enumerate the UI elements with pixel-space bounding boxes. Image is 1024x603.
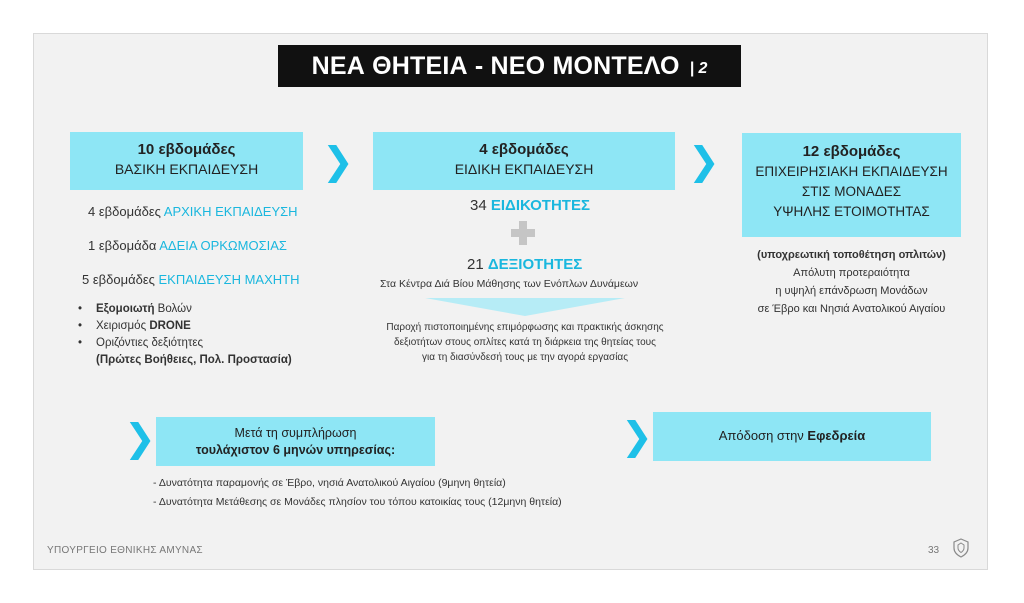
reserve-box-pre: Απόδοση στην (718, 428, 808, 443)
priority-line: σε Έβρο και Νησιά Ανατολικού Αιγαίου (757, 303, 946, 315)
description-line: Παροχή πιστοποιημένης επιμόρφωσης και πρακτικής άσκησης (386, 322, 664, 333)
list-item: • Χειρισμός DRONE (78, 320, 191, 332)
basic-row-2-label: ΑΔΕΙΑ ΟΡΚΩΜΟΣΙΑΣ (159, 238, 287, 253)
after-box-line-2: τουλάχιστον 6 μηνών υπηρεσίας: (195, 443, 396, 457)
bullet-note: (Πρώτες Βοήθειες, Πολ. Προστασία) (96, 354, 292, 366)
bullet-2-pre: Χειρισμός (96, 320, 150, 332)
title-page-indicator: | 2 (689, 59, 708, 77)
operational-box-line-2: ΣΤΙΣ ΜΟΝΑΔΕΣ (801, 184, 902, 199)
slide-title (278, 45, 741, 87)
specialties-count: 34 (470, 197, 487, 214)
bullet-3-text: Οριζόντιες δεξιότητες (96, 337, 204, 349)
specialties-label: ΕΙΔΙΚΟΤΗΤΕΣ (490, 197, 590, 214)
footer-ministry: ΥΠΟΥΡΓΕΙΟ ΕΘΝΙΚΗΣ ΑΜΥΝΑΣ (47, 545, 203, 556)
basic-row-1 (88, 204, 298, 219)
operational-box-line-3: ΥΨΗΛΗΣ ΕΤΟΙΜΟΤΗΤΑΣ (773, 204, 930, 219)
after-six-months-box (156, 417, 435, 466)
option-item-1: - Δυνατότητα παραμονής σε Έβρο, νησιά Ανατολικού Αιγαίου (9μηνη θητεία) (153, 477, 506, 489)
after-box-line-1: Μετά τη συμπλήρωση (234, 426, 357, 440)
reserve-box-bold: Εφεδρεία (807, 428, 866, 443)
basic-row-1-weeks: 4 εβδομάδες (88, 204, 161, 219)
bullet-1-rest: Βολών (154, 303, 192, 315)
plus-icon (511, 221, 535, 245)
special-training-weeks: 4 εβδομάδες (479, 141, 569, 158)
option-item-2: - Δυνατότητα Μετάθεσης σε Μονάδες πλησίον του τόπου κατοικίας τους (12μηνη θητεία) (153, 496, 562, 508)
basic-row-3-weeks: 5 εβδομάδες (82, 272, 155, 287)
special-training-box (373, 132, 675, 190)
chevron-right-icon: ❯ (688, 141, 720, 183)
chevron-right-icon: ❯ (621, 416, 653, 458)
basic-row-2-weeks: 1 εβδομάδα (88, 238, 157, 253)
description-line: δεξιοτήτων στους οπλίτες κατά τη διάρκεια της θητείας τους (394, 337, 656, 348)
chevron-right-icon: ❯ (124, 418, 156, 460)
chevron-right-icon: ❯ (322, 141, 354, 183)
lifelong-learning-centers: Στα Κέντρα Διά Βίου Μάθησης των Ενόπλων Δυνάμεων (380, 278, 639, 290)
basic-bullet-list (78, 301, 292, 369)
basic-training-label: ΒΑΣΙΚΗ ΕΚΠΑΙΔΕΥΣΗ (114, 161, 259, 177)
priority-line: Απόλυτη προτεραιότητα (793, 267, 910, 279)
mandatory-placement-note: (υποχρεωτική τοποθέτηση οπλιτών) (757, 249, 946, 261)
skills-count: 21 (467, 256, 484, 273)
reserve-box (653, 412, 931, 461)
skills-label: ΔΕΞΙΟΤΗΤΕΣ (487, 256, 583, 273)
operational-box-line-1: ΕΠΙΧΕΙΡΗΣΙΑΚΗ ΕΚΠΑΙΔΕΥΣΗ (755, 164, 948, 179)
special-training-description (380, 320, 670, 365)
priority-line: η υψηλή επάνδρωση Μονάδων (775, 285, 928, 297)
basic-row-3-label: ΕΚΠΑΙΔΕΥΣΗ ΜΑΧΗΤΗ (158, 272, 300, 287)
title-main: ΝΕΑ ΘΗΤΕΙΑ - ΝΕΟ ΜΟΝΤΕΛΟ (311, 51, 680, 80)
basic-training-weeks: 10 εβδομάδες (137, 141, 236, 158)
basic-training-box (70, 132, 303, 190)
bullet-2-bold: DRONE (149, 320, 191, 332)
operational-notes (742, 246, 961, 318)
basic-row-3 (82, 272, 299, 287)
shield-logo-icon (952, 538, 970, 558)
arrow-down-shape (425, 298, 625, 316)
page-number: 33 (928, 545, 940, 556)
description-line: για τη διασύνδεσή τους με την αγορά εργασίας (421, 352, 629, 363)
specialties-line (470, 197, 590, 214)
special-training-label: ΕΙΔΙΚΗ ΕΚΠΑΙΔΕΥΣΗ (454, 161, 594, 177)
bullet-1-bold: Εξομοιωτή (96, 303, 155, 315)
basic-row-2 (88, 238, 287, 253)
operational-training-weeks: 12 εβδομάδες (802, 143, 901, 160)
basic-row-1-label: ΑΡΧΙΚΗ ΕΚΠΑΙΔΕΥΣΗ (163, 204, 298, 219)
skills-line (467, 256, 582, 273)
list-item: • Εξομοιωτή Βολών (78, 303, 192, 315)
list-item: • Οριζόντιες δεξιότητες (78, 335, 292, 352)
operational-training-box (742, 133, 961, 237)
